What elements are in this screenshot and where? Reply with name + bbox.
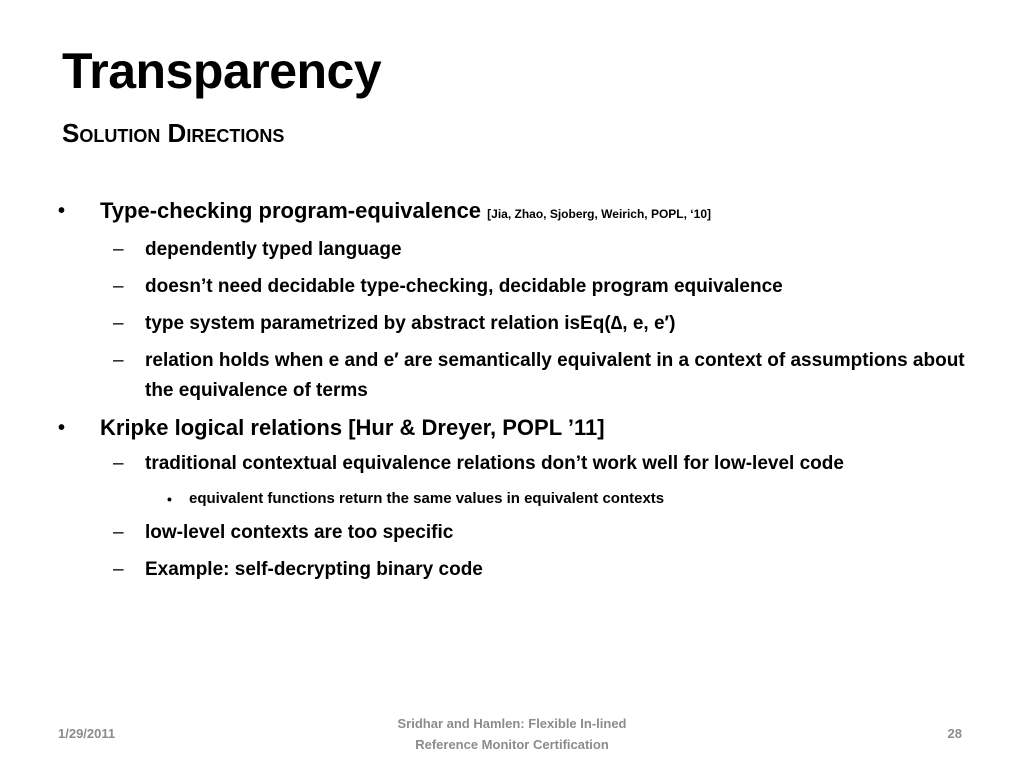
sub-sub-bullet-equivalent-functions [58, 486, 988, 512]
slide-subtitle: Solution Directions [62, 118, 285, 148]
sub-bullet-decidable [58, 272, 988, 302]
citation: [Jia, Zhao, Sjoberg, Weirich, POPL, ‘10] [487, 207, 711, 221]
sub-bullet-traditional [58, 449, 988, 479]
sub-bullet-example [58, 555, 988, 585]
dash-marker: – [113, 453, 124, 474]
dash-marker: – [113, 239, 124, 260]
footer-date: 1/29/2011 [58, 726, 116, 741]
sub-bullet-type-system [58, 309, 988, 339]
bullet-text: Kripke logical relations [Hur & Dreyer, POPL ’11] [100, 415, 605, 440]
bullet-kripke [58, 413, 988, 443]
sub-bullet-text: type system parametrized by abstract relation isEq(∆, e, e′) [145, 313, 676, 334]
sub-sub-bullet-text: equivalent functions return the same values in equivalent contexts [189, 490, 665, 507]
sub-bullet-text: Example: self-decrypting binary code [145, 559, 483, 580]
slide-title: Transparency [62, 43, 382, 99]
bullet-list [58, 196, 988, 592]
dash-marker: – [113, 350, 124, 371]
bullet-marker: • [58, 200, 66, 222]
dash-marker: – [113, 559, 124, 580]
sub-bullet-text: low-level contexts are too specific [145, 522, 454, 543]
footer-center-text [312, 713, 712, 755]
bullet-type-checking [58, 196, 988, 229]
dash-marker: – [113, 313, 124, 334]
bullet-marker: • [58, 417, 66, 439]
sub-bullet-dependently-typed [58, 235, 988, 265]
dash-marker: – [113, 276, 124, 297]
sub-bullet-text: doesn’t need decidable type-checking, decidable program equivalence [145, 276, 783, 297]
dash-marker: – [113, 522, 124, 543]
bullet-text: Type-checking program-equivalence [100, 198, 488, 223]
sub-bullet-text: dependently typed language [145, 239, 402, 260]
sub-bullet-relation-holds [58, 346, 988, 406]
sub-bullet-text: traditional contextual equivalence relations don’t work well for low-level code [145, 453, 844, 474]
sub-bullet-low-level [58, 518, 988, 548]
page-number: 28 [947, 726, 962, 741]
bullet-marker: • [167, 491, 172, 507]
footer-line-1: Sridhar and Hamlen: Flexible In-lined [397, 716, 627, 731]
sub-bullet-text: relation holds when e and e′ are semantically equivalent in a context of assumptions about the equivalence of terms [145, 350, 965, 401]
footer-line-2: Reference Monitor Certification [415, 737, 609, 752]
